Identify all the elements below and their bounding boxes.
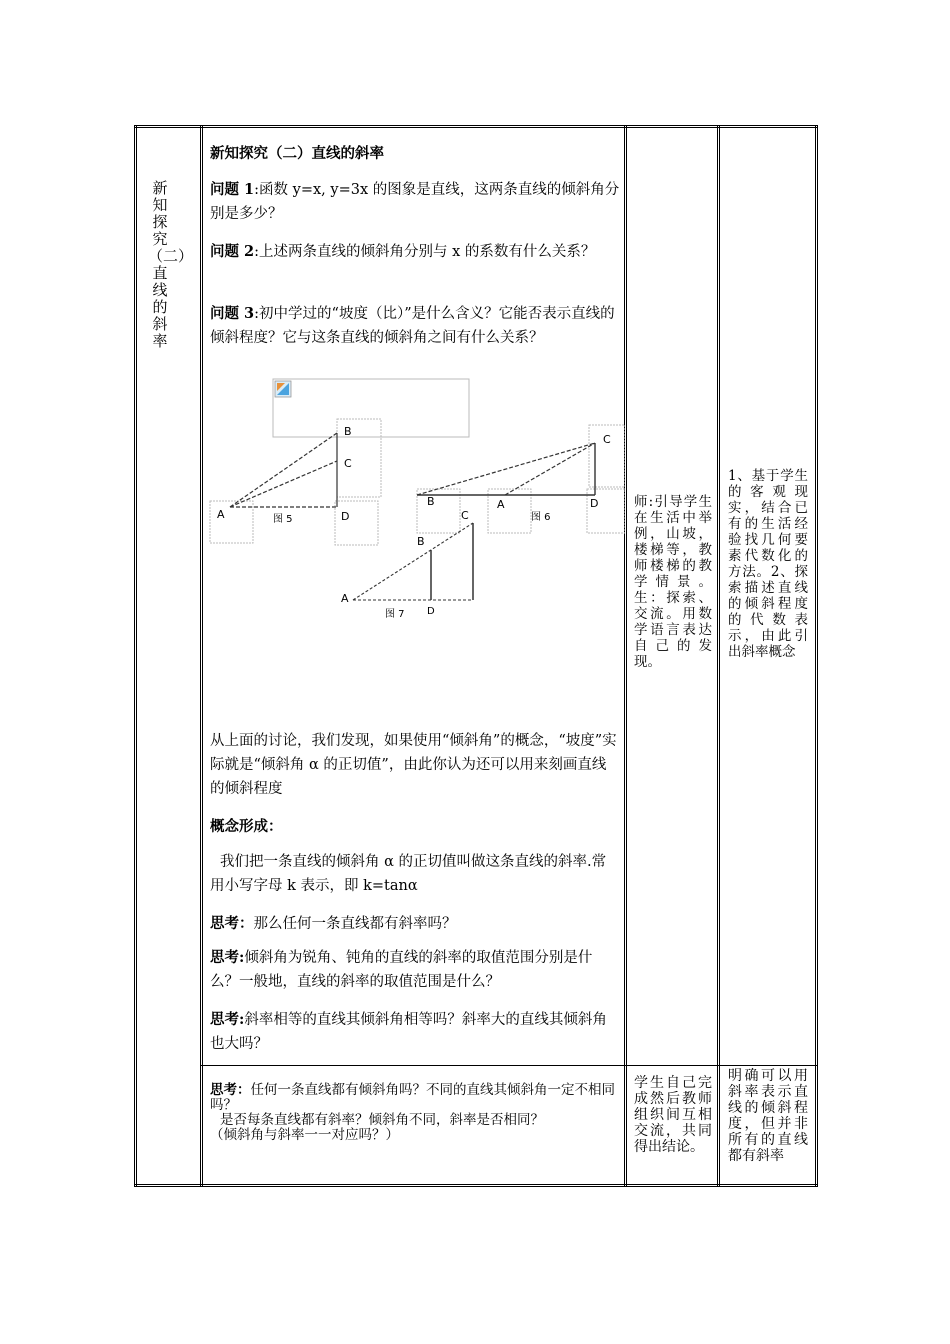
col-border-3	[717, 125, 718, 1187]
concept-text: 我们把一条直线的倾斜角 α 的正切值叫做这条直线的斜率.常用小写字母 k 表示，即 k=tanα	[210, 854, 607, 894]
question-3: 问题 3:初中学过的“坡度（比）”是什么含义？它能否表示直线的倾斜程度？它与这条直线的倾斜角之间有什么关系？	[210, 305, 615, 346]
bottom-think: 思考：任何一条直线都有倾斜角吗？不同的直线其倾斜角一定不相同吗？ 是否每条直线都有斜率？倾斜角不同，斜率是否相同？ （倾斜角与斜率一一对应吗？）	[210, 1082, 615, 1143]
fig1-label-a: A	[217, 508, 225, 521]
figure-2	[417, 425, 625, 533]
table-top-border-inner	[134, 127, 817, 128]
section-title: 新知探究（二）直线的斜率	[210, 145, 384, 162]
think-2: 思考:倾斜角为锐角、钝角的直线的斜率的取值范围分别是什么？一般地，直线的斜率的取值范围是什么？	[210, 949, 593, 990]
bottom-design-note: 明确可以用斜率表示直线的倾斜程度，但并非所有的直线都有斜率	[728, 1068, 808, 1164]
fig1-label-d: D	[341, 510, 350, 523]
fig2-label-a: A	[497, 498, 505, 511]
fig3-label-b: B	[417, 535, 425, 548]
fig3-caption: 图 7	[385, 609, 405, 620]
fig1-label-c: C	[344, 457, 352, 470]
table-top-border	[134, 125, 817, 126]
col-border-4	[815, 125, 816, 1187]
think-3: 思考:斜率相等的直线其倾斜角相等吗？斜率大的直线其倾斜角也大吗？	[210, 1011, 607, 1052]
col-border-0b	[136, 125, 137, 1187]
concept-title: 概念形成：	[210, 818, 283, 835]
table-bottom-border	[134, 1184, 817, 1185]
design-intent-note: 1、基于学生的客观现实，结合已有的生活经验找几何要素代数化的方法。2、探索描述直线的倾斜程度的代数表示，由此引出斜率概念	[728, 468, 808, 660]
discussion-paragraph: 从上面的讨论，我们发现，如果使用“倾斜角”的概念，“坡度”实际就是“倾斜角 α 的正切值”，由此你认为还可以用来刻画直线的倾斜程度	[210, 733, 617, 797]
fig1-caption: 图 5	[273, 514, 293, 525]
bottom-student-note: 学生自己完成然后教师组织间互相交流，共同得出结论。	[634, 1075, 712, 1155]
col-border-2	[624, 125, 625, 1187]
side-section-label: 新知探究（二）直线的斜率	[148, 179, 194, 350]
col-border-3b	[719, 125, 720, 1187]
fig1-label-b: B	[344, 425, 352, 438]
fig2-label-d: D	[590, 497, 599, 510]
figure-3	[341, 509, 473, 620]
fig2-label-c: C	[603, 433, 611, 446]
fig3-label-e: D	[427, 606, 435, 617]
question-2: 问题 2:上述两条直线的倾斜角分别与 x 的系数有什么关系？	[210, 243, 596, 260]
figure-1	[210, 419, 381, 545]
think-1: 思考：那么任何一条直线都有斜率吗？	[210, 915, 457, 932]
col-border-1	[200, 125, 201, 1187]
fig2-label-b: B	[427, 495, 435, 508]
col-border-1b	[202, 125, 203, 1187]
col-border-0	[134, 125, 135, 1187]
slope-figure	[205, 375, 625, 625]
fig3-label-c: C	[461, 509, 469, 522]
fig3-label-a: A	[341, 592, 349, 605]
teacher-activity-note: 师:引导学生在生活中举例，山坡，楼梯等，教师楼梯的教学情景。生：探索、交流。用数学语言表达自己的发现。	[634, 494, 712, 670]
broken-image-icon	[273, 379, 469, 437]
table-bottom-border-inner	[134, 1186, 817, 1187]
question-1: 问题 1:函数 y=x, y=3x 的图象是直线，这两条直线的倾斜角分别是多少？	[210, 181, 620, 222]
col-border-4b	[817, 125, 818, 1187]
col-border-2b	[626, 125, 627, 1187]
row-divider	[200, 1065, 817, 1066]
fig2-caption: 图 6	[531, 512, 551, 523]
